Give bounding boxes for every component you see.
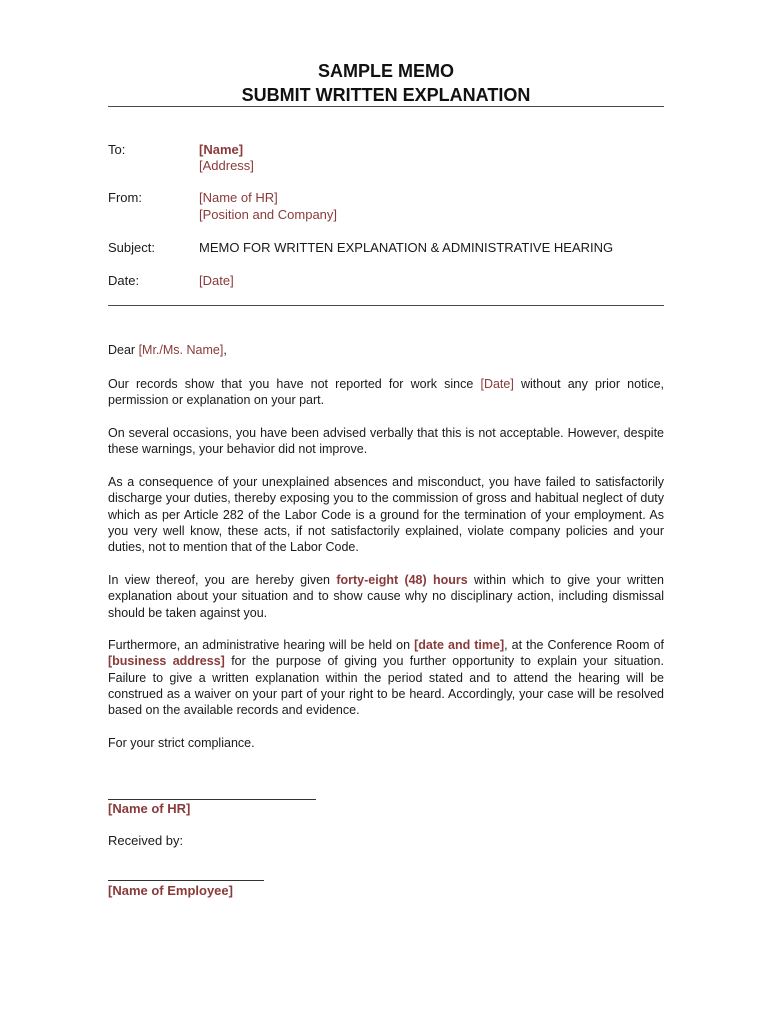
to-address: [Address] — [199, 158, 254, 173]
header-divider — [108, 305, 664, 306]
to-label: To: — [108, 142, 126, 157]
memo-subtitle: SUBMIT WRITTEN EXPLANATION — [241, 85, 531, 105]
title-divider — [108, 106, 664, 107]
p1-date: [Date] — [480, 377, 514, 391]
p1-text-a: Our records show that you have not reported for work since — [108, 377, 481, 391]
received-by-label: Received by: — [108, 833, 184, 848]
p4-text-b: within which to give your written explanation about your situation and to show cause why no disciplinary action, including dismissal should be taken against you. — [108, 573, 664, 620]
from-position: [Position and Company] — [199, 207, 338, 222]
p5-text-a: Furthermore, an administrative hearing will be held on — [108, 638, 415, 652]
paragraph-3: As a consequence of your unexplained absences and misconduct, you have failed to satisfactorily discharge your duties, thereby exposing you to the commission of gross and habitual neglect of duty which as per Article 282 of the Labor Code is a ground for the termination of your employment. As you very well know, these acts, if not satisfactorily explained, violate company policies and your duties, not to mention that of the Labor Code. — [108, 475, 664, 555]
greeting-name: [Mr./Ms. Name] — [138, 343, 224, 357]
to-name: [Name] — [199, 142, 244, 157]
date-value: [Date] — [199, 273, 234, 288]
greeting — [108, 342, 664, 358]
subject-value: MEMO FOR WRITTEN EXPLANATION & ADMINISTRATIVE HEARING — [199, 240, 614, 255]
p4-text-a: In view thereof, you are hereby given — [108, 573, 337, 587]
from-name: [Name of HR] — [199, 190, 278, 205]
paragraph-4 — [108, 572, 664, 621]
greeting-suffix: , — [223, 343, 227, 357]
p5-address: [business address] — [108, 654, 225, 669]
greeting-prefix: Dear — [108, 343, 139, 357]
paragraph-2: On several occasions, you have been advised verbally that this is not acceptable. However, despite these warnings, your behavior did not improve. — [108, 426, 664, 457]
paragraph-5 — [108, 637, 664, 718]
p5-text-b: , at the Conference Room of — [504, 638, 665, 652]
date-label: Date: — [108, 273, 140, 288]
p5-text-c: for the purpose of giving you further opportunity to explain your situation. Failure to give a written explanation within the period stated and to attend the hearing will be construed as a waiver on your part of your right to be heard. Accordingly, your case will be resolved based on the available records and evidence. — [108, 654, 664, 718]
p1-text-b: without any prior notice, permission or explanation on your part. — [108, 377, 664, 408]
employee-signature-line — [108, 880, 264, 881]
employee-name: [Name of Employee] — [108, 883, 233, 898]
p5-date: [date and time] — [414, 638, 505, 652]
hr-name: [Name of HR] — [108, 801, 191, 816]
paragraph-1 — [108, 376, 664, 409]
memo-title: SAMPLE MEMO — [317, 61, 454, 81]
subject-label: Subject: — [108, 240, 155, 255]
hr-signature-line — [108, 799, 316, 800]
paragraph-6: For your strict compliance. — [108, 736, 255, 750]
from-label: From: — [108, 190, 142, 205]
p4-hours: forty-eight (48) hours — [336, 573, 468, 587]
